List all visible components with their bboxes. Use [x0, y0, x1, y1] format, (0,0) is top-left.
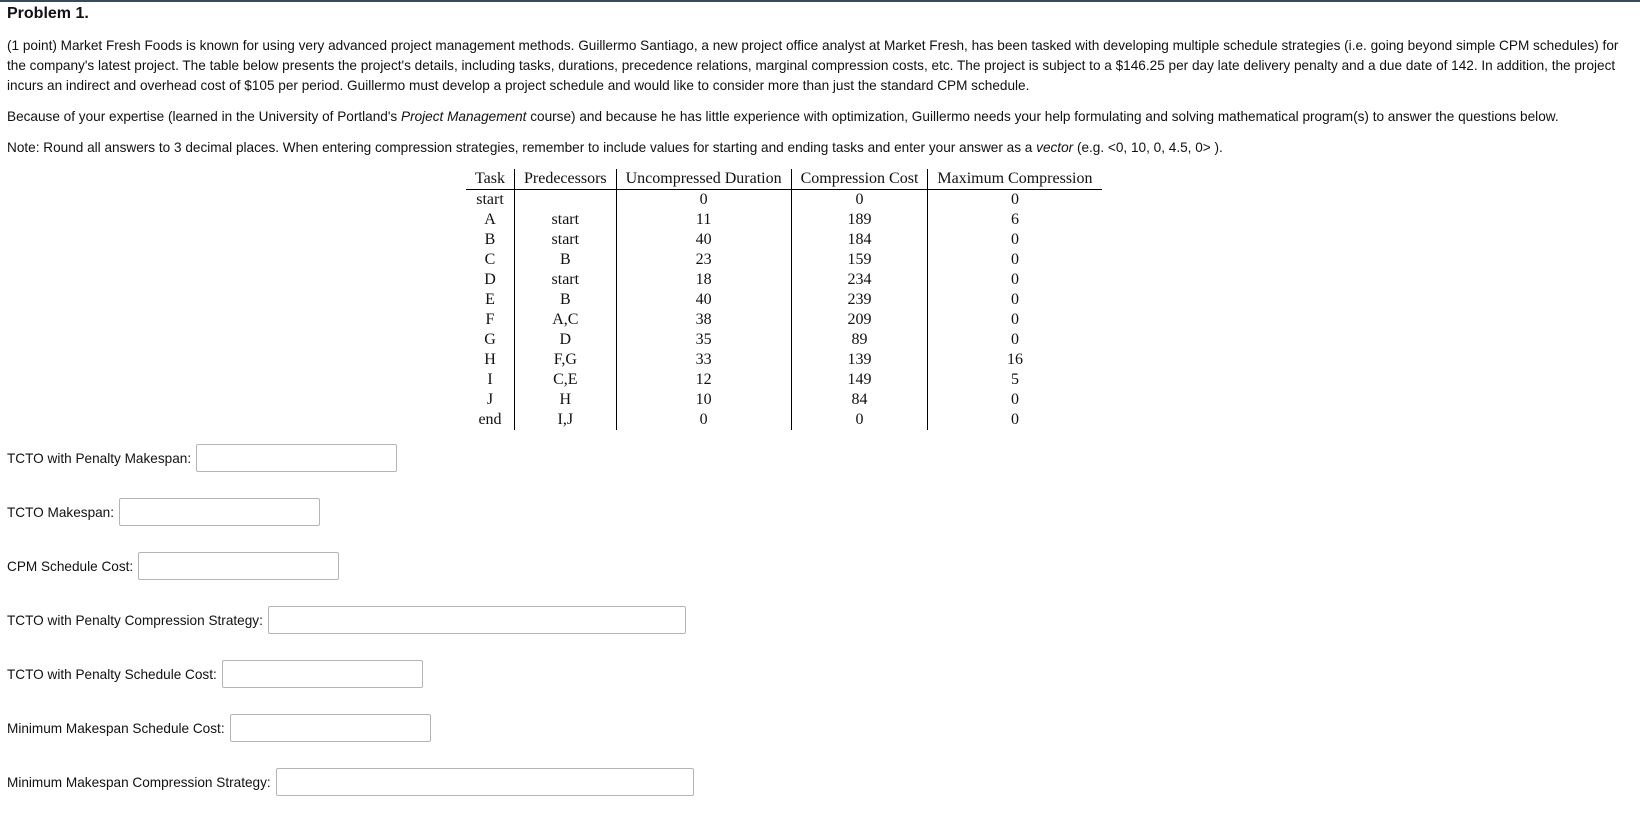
tcto-makespan-input[interactable]: [119, 498, 320, 526]
table-cell: [514, 190, 616, 211]
rounding-note: [7, 138, 1633, 158]
table-cell: H: [514, 390, 616, 410]
table-cell: 35: [616, 330, 791, 350]
table-cell: start: [514, 230, 616, 250]
table-cell: 234: [791, 270, 928, 290]
table-cell: 0: [928, 270, 1102, 290]
table-cell: A: [484, 211, 496, 228]
table-cell: 84: [791, 390, 928, 410]
table-cell: D: [484, 271, 496, 288]
field-label: TCTO with Penalty Schedule Cost:: [7, 666, 217, 682]
field-label: Minimum Makespan Schedule Cost:: [7, 720, 225, 736]
table-header-cell: Maximum Compression: [928, 169, 1102, 190]
table-cell: B: [514, 290, 616, 310]
table-header-cell: Compression Cost: [791, 169, 928, 190]
table-row: [466, 230, 1102, 250]
field-label: CPM Schedule Cost:: [7, 558, 134, 574]
table-cell: start: [514, 210, 616, 230]
table-cell: 11: [616, 210, 791, 230]
table-cell: 0: [928, 330, 1102, 350]
field-label: Minimum Makespan Compression Strategy:: [7, 774, 271, 790]
table-cell: I: [487, 371, 493, 388]
table-cell: B: [514, 250, 616, 270]
table-row: [466, 310, 1102, 330]
answer-field: [7, 659, 1633, 689]
table-cell: 239: [791, 290, 928, 310]
table-cell: D: [514, 330, 616, 350]
tcto-penalty-compression-strategy-input[interactable]: [268, 606, 686, 634]
course-name: Project Management: [401, 109, 527, 124]
answer-field: [7, 713, 1633, 743]
table-cell: G: [484, 331, 496, 348]
table-cell: B: [484, 231, 496, 248]
problem-container: [0, 4, 1640, 797]
table-cell: 12: [616, 370, 791, 390]
answer-field: [7, 443, 1633, 473]
table-cell: F,G: [514, 350, 616, 370]
expertise-text-1: Because of your expertise (learned in the University of Portland's: [7, 109, 401, 124]
note-text-2: (e.g. <0, 10, 0, 4.5, 0> ).: [1073, 140, 1223, 155]
answer-fields: [7, 443, 1633, 797]
note-text-1: Note: Round all answers to 3 decimal places. When entering compression strategies, remember to include values for starting and ending tasks and enter your answer as a: [7, 140, 1037, 155]
table-row: [466, 410, 1102, 430]
table-row: [466, 190, 1102, 211]
table-cell: 0: [928, 390, 1102, 410]
table-cell: 159: [791, 250, 928, 270]
expertise-text-2: course) and because he has little experience with optimization, Guillermo needs your help formulating and solving mathematical program(s) to answer the questions below.: [526, 109, 1559, 124]
task-table: [466, 169, 1102, 430]
answer-field: [7, 605, 1633, 635]
expertise-paragraph: [7, 107, 1633, 127]
table-row: [466, 350, 1102, 370]
table-cell: 0: [616, 410, 791, 430]
table-cell: 189: [791, 210, 928, 230]
table-cell: E: [485, 291, 495, 308]
table-row: [466, 210, 1102, 230]
answer-field: [7, 551, 1633, 581]
table-cell: C: [484, 251, 496, 268]
answer-field: [7, 497, 1633, 527]
table-cell: 5: [928, 370, 1102, 390]
table-row: [466, 390, 1102, 410]
tcto-penalty-schedule-cost-input[interactable]: [222, 660, 423, 688]
table-cell: 184: [791, 230, 928, 250]
problem-description: (1 point) Market Fresh Foods is known for using very advanced project management methods. Guillermo Santiago, a new project office analyst at Market Fresh, has been tasked with developing multiple schedule strategies (i.e. going beyond simple CPM schedules) for the company's latest project. The table below presents the project's details, including tasks, durations, precedence relations, marginal compression costs, etc. The project is subject to a $146.25 per day late delivery penalty and a due date of 142. In addition, the project incurs an indirect and overhead cost of $105 per period. Guillermo must develop a project schedule and would like to consider more than just the standard CPM schedule.: [7, 38, 1619, 93]
field-label: TCTO with Penalty Compression Strategy:: [7, 612, 263, 628]
note-vector-word: vector: [1036, 140, 1074, 155]
table-header-row: [466, 169, 1102, 190]
table-cell: 6: [928, 210, 1102, 230]
table-cell: 209: [791, 310, 928, 330]
table-row: [466, 290, 1102, 310]
cpm-schedule-cost-input[interactable]: [138, 552, 339, 580]
table-cell: J: [486, 391, 494, 408]
table-cell: end: [478, 411, 502, 428]
table-cell: I,J: [514, 410, 616, 430]
table-cell: 33: [616, 350, 791, 370]
table-cell: 0: [928, 190, 1102, 211]
table-cell: 38: [616, 310, 791, 330]
table-cell: 0: [616, 190, 791, 211]
table-cell: A,C: [514, 310, 616, 330]
table-cell: H: [484, 351, 496, 368]
table-cell: start: [514, 270, 616, 290]
field-label: TCTO Makespan:: [7, 504, 115, 520]
field-label: TCTO with Penalty Makespan:: [7, 450, 192, 466]
table-cell: 139: [791, 350, 928, 370]
table-cell: 0: [928, 290, 1102, 310]
answer-field: [7, 767, 1633, 797]
tcto-penalty-makespan-input[interactable]: [196, 444, 397, 472]
table-row: [466, 370, 1102, 390]
table-cell: 0: [791, 190, 928, 211]
table-cell: 0: [928, 410, 1102, 430]
table-cell: 23: [616, 250, 791, 270]
table-row: [466, 330, 1102, 350]
table-cell: 40: [616, 290, 791, 310]
table-row: [466, 270, 1102, 290]
table-body: [466, 190, 1102, 431]
table-cell: 0: [791, 410, 928, 430]
table-cell: 16: [928, 350, 1102, 370]
table-cell: 40: [616, 230, 791, 250]
table-row: [466, 250, 1102, 270]
table-header-cell: Predecessors: [514, 169, 616, 190]
table-cell: 0: [928, 250, 1102, 270]
table-header-cell: Uncompressed Duration: [616, 169, 791, 190]
table-cell: F: [485, 311, 495, 328]
table-cell: start: [476, 191, 504, 208]
task-table-container: [466, 169, 1633, 430]
table-cell: 149: [791, 370, 928, 390]
table-cell: 0: [928, 230, 1102, 250]
table-cell: 0: [928, 310, 1102, 330]
table-cell: 10: [616, 390, 791, 410]
min-makespan-compression-strategy-input[interactable]: [276, 768, 694, 796]
table-cell: 89: [791, 330, 928, 350]
table-cell: 18: [616, 270, 791, 290]
table-cell: C,E: [514, 370, 616, 390]
problem-title: Problem 1.: [7, 5, 89, 22]
table-header-cell: Task: [466, 169, 514, 190]
min-makespan-schedule-cost-input[interactable]: [230, 714, 431, 742]
